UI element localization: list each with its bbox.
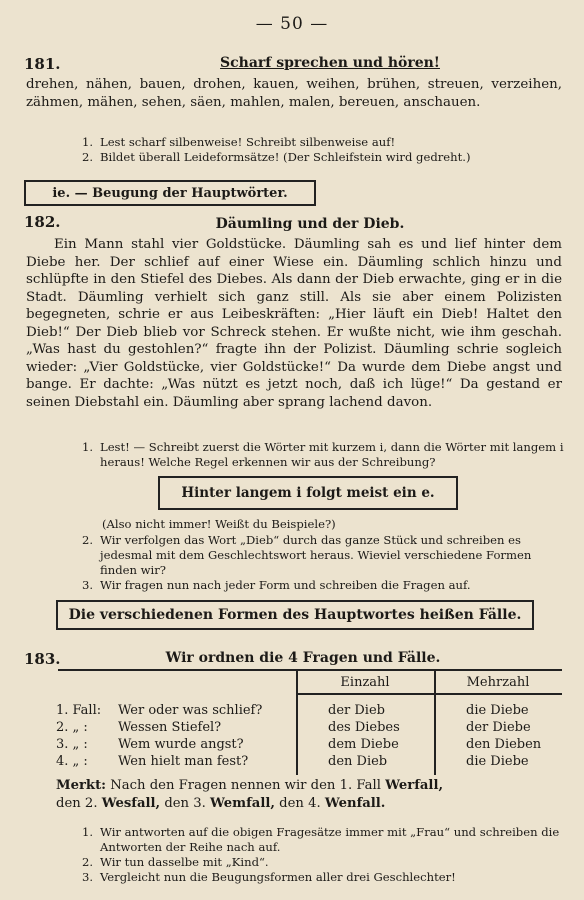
list-item: 1. Lest! — Schreibt zuerst die Wörter mit kurzem i, dann die Wörter mit langem i heraus! Welche Regel erkennen wir aus der Schreibung? [82,440,564,469]
list-item: 1. Lest scharf silbenweise! Schreibt silbenweise auf! [82,135,396,149]
merkt-line-1: Merkt: Nach den Fragen nennen wir den 1. Fall Werfall, [56,778,444,793]
list-item: 1. Wir antworten auf die obigen Fragesätze immer mit „Frau“ und schreiben die Antworten der Reihe nach auf. [82,825,560,854]
section-number-182: 182. [24,213,61,231]
rule-box-ie: Hinter langem i folgt meist ein e. [158,476,458,510]
section-number-183: 183. [24,650,61,668]
exercise-list-183 [82,825,564,885]
merkt-line-2: den 2. Wesfall, den 3. Wemfall, den 4. Wenfall. [56,796,386,811]
exercise-list-182a [82,440,564,470]
exercise-list-181 [82,135,562,165]
rule-box-faelle: Die verschiedenen Formen des Hauptwortes heißen Fälle. [56,600,534,630]
header-plural: Mehrzahl [466,675,530,690]
list-item: 3. Vergleicht nun die Beugungsformen aller drei Geschlechter! [82,870,456,884]
heading-ie-box: ie. — Beugung der Hauptwörter. [24,180,316,206]
section-title-181: Scharf sprechen und hören! [220,55,440,71]
merkt-label: Merkt: [56,778,107,793]
exercise-list-182b [82,533,564,593]
word-list-181: drehen, nähen, bauen, drohen, kauen, weihen, brühen, streuen, verzeihen, zähmen, mähen, sehen, säen, mahlen, malen, bereuen, anschauen. [26,77,562,110]
book-page: — 50 — 181. Scharf sprechen und hören! drehen, nähen, bauen, drohen, kauen, weihen, brühen, streuen, verzeihen, zähmen, mähen, sehen, säen, mahlen, malen, bereuen, anschauen. 1. Lest scharf silbenweise! Schreibt silbenweise auf! 2. Bildet überall Leideformsätze! (Der Schleifstein wird gedreht.) ie. — Beugung der Hauptwörter. 182. Däumling und der Dieb. Ein Mann stahl vier Goldstücke. Däumling sah es und lief hinter dem Diebe her. Der schlief auf einer Wiese ein. Däumling schlich hinzu und schlüpfte in den Stiefel des Diebes. Als dann der Dieb erwachte, ging er in die Stadt. Däumling verhielt sich ganz still. Als sie aber einem Polizisten begegneten, schrie er aus Leibeskräften: „Hier läuft ein Dieb! Haltet den Dieb!“ Der Dieb blieb vor Schreck stehen. Er wußte nicht, wie ihm geschah. „Was hast du gestohlen?“ fragte ihn der Polizist. Däumling schrie sogleich wieder: „Vier Goldstücke, vier Goldstücke!“ Da wurde dem Diebe angst und bange. Er dachte: „Was nützt es jetzt noch, daß ich lüge!“ Da gestand er seinen Diebstahl ein. Däumling aber sprang lachend davon. 1. Lest! — Schreibt zuerst die Wörter mit kurzem i, dann die Wörter mit langem i heraus! Welche Regel erkennen wir aus der Schreibung? Hinter langem i folgt meist ein e. (Also nicht immer! Weißt du Beispiele?) 2. Wir verfolgen das Wort „Dieb“ durch das ganze Stück und schreiben es jedesmal mit dem Geschlechtswort heraus. Wieviel verschiedene Formen finden wir? 3. Wir fragen nun nach jeder Form und schreiben die Fragen auf. Die verschiedenen Formen des Hauptwortes heißen Fälle. 183. Wir ordnen die 4 Fragen und Fälle. Einzahl Mehrzahl 1. Fall: Wer oder was schlief? der Dieb die Diebe 2. „ : Wessen Stiefel? des Diebes der Diebe 3. „ : Wem wurde angst? dem Diebe den Dieben 4. „ : Wen hielt man fest? den Dieb die Diebe Merkt: Nach den Fragen nennen wir den 1. Fall Werfall, den 2. Wesfall, den 3. Wemfall, den 4. Wenfall. 1. Wir antworten auf die obigen Fragesätze immer mit „Frau“ und schreiben die Antworten der Reihe nach auf. 2. Wir tun dasselbe mit „Kind“. 3. Vergleicht nun die Beugungsformen aller drei Geschlechter! [0,0,584,900]
list-item: 2. Wir verfolgen das Wort „Dieb“ durch das ganze Stück und schreiben es jedesmal mit dem Geschlechtswort heraus. Wieviel verschiedene Formen finden wir? [82,533,532,577]
section-title-182: Däumling und der Dieb. [215,216,405,232]
section-number-181: 181. [24,55,61,73]
table-header-rule [296,693,562,695]
aside-note: (Also nicht immer! Weißt du Beispiele?) [102,517,336,531]
table-top-rule [58,669,562,671]
list-item: 3. Wir fragen nun nach jeder Form und schreiben die Fragen auf. [82,578,471,592]
header-singular: Einzahl [340,675,390,690]
story-paragraph: Ein Mann stahl vier Goldstücke. Däumling sah es und lief hinter dem Diebe her. Der schlief auf einer Wiese ein. Däumling schlich hinzu und schlüpfte in den Stiefel des Diebes. Als dann der Dieb erwachte, ging er in die Stadt. Däumling verhielt sich ganz still. Als sie aber einem Polizisten begegneten, schrie er aus Leibeskräften: „Hier läuft ein Dieb! Haltet den Dieb!“ Der Dieb blieb vor Schreck stehen. Er wußte nicht, wie ihm geschah. „Was hast du gestohlen?“ fragte ihn der Polizist. Däumling schrie sogleich wieder: „Vier Goldstücke, vier Goldstücke!“ Da wurde dem Diebe angst und bange. Er dachte: „Was nützt es jetzt noch, daß ich lüge!“ Da gestand er seinen Diebstahl ein. Däumling aber sprang lachend davon. [26,237,562,410]
list-item: 2. Wir tun dasselbe mit „Kind“. [82,855,269,869]
page-number: — 50 — [255,14,329,34]
section-title-183: Wir ordnen die 4 Fragen und Fälle. [165,650,441,666]
list-item: 2. Bildet überall Leideformsätze! (Der Schleifstein wird gedreht.) [82,150,471,164]
